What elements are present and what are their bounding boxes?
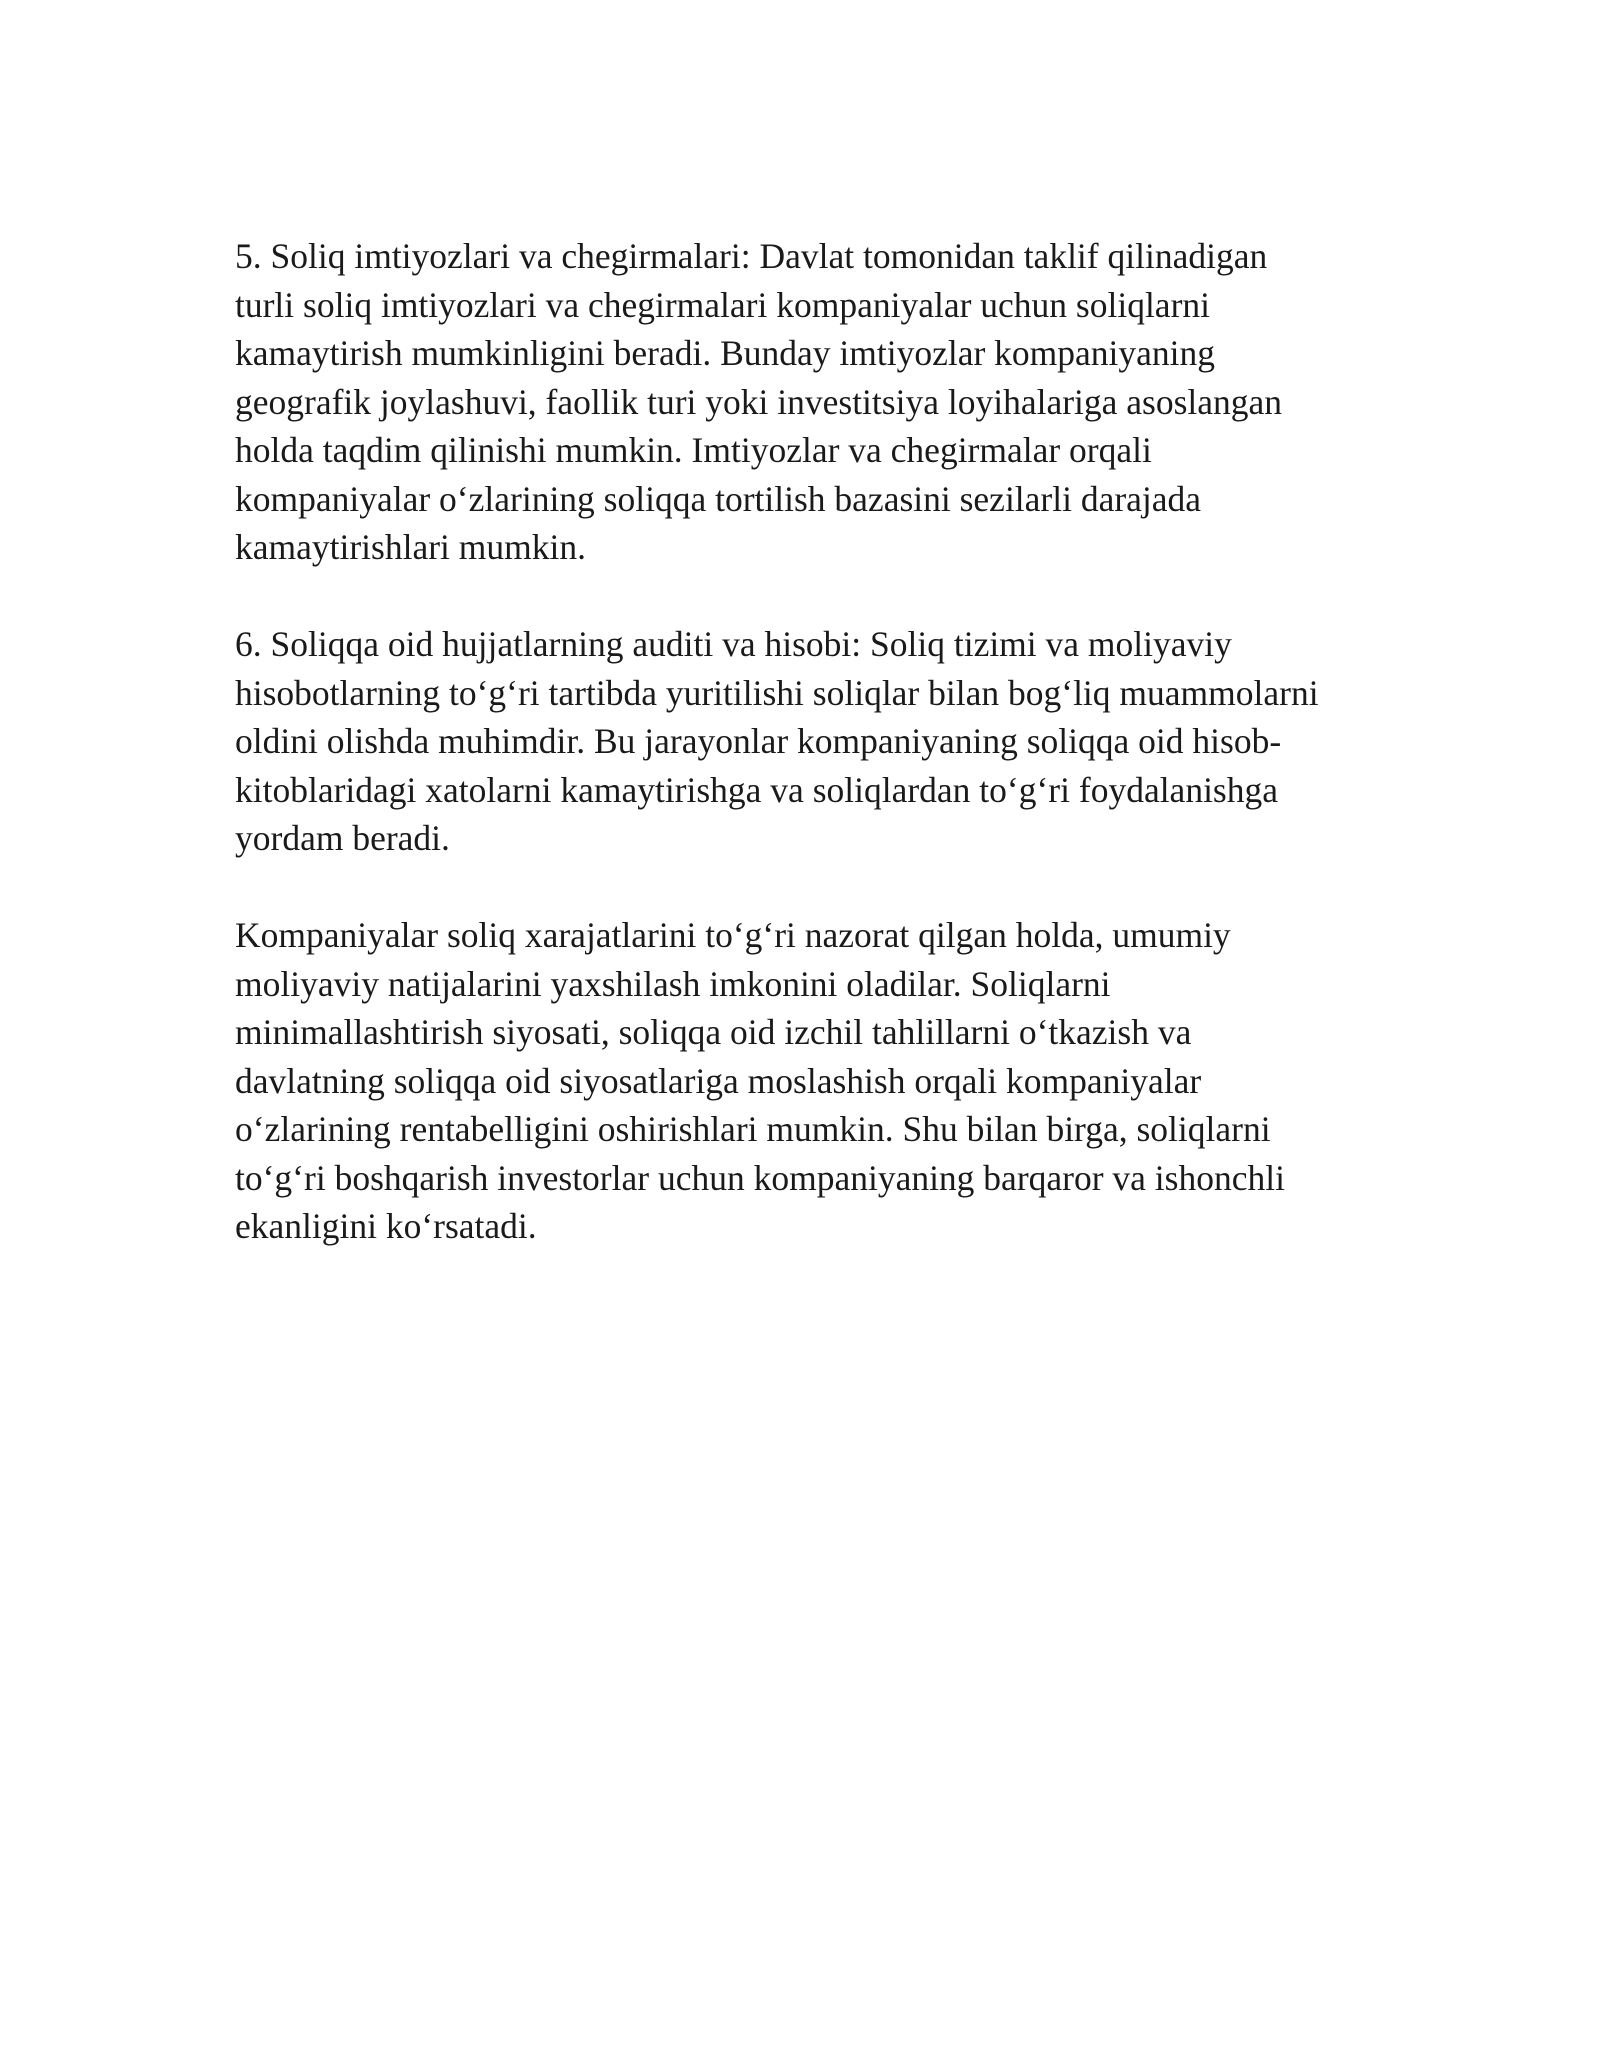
text-line: kompaniyalar o‘zlarining soliqqa tortilish bazasini sezilarli darajada [235, 478, 1202, 519]
text-line: geografik joylashuvi, faollik turi yoki investitsiya loyihalariga asoslangan [235, 381, 1283, 422]
text-line: kamaytirishlari mumkin. [235, 527, 586, 567]
text-line: kitoblaridagi xatolarni kamaytirishga va soliqlardan to‘g‘ri foydalanishga [235, 769, 1279, 810]
text-line: 5. Soliq imtiyozlari va chegirmalari: Davlat tomonidan taklif qilinadigan [235, 236, 1268, 276]
text-line: to‘g‘ri boshqarish investorlar uchun kompaniyaning barqaror va ishonchli [235, 1157, 1285, 1198]
text-line: minimallashtirish siyosati, soliqqa oid izchil tahlillarni o‘tkazish va [235, 1012, 1192, 1052]
text-line: moliyaviy natijalarini yaxshilash imkonini oladilar. Soliqlarni [235, 963, 1111, 1004]
text-line: ekanligini ko‘rsatadi. [235, 1206, 537, 1246]
text-line: davlatning soliqqa oid siyosatlariga moslashish orqali kompaniyalar [235, 1060, 1202, 1101]
paragraph-tax-audit [235, 620, 1370, 863]
text-line: o‘zlarining rentabelligini oshirishlari mumkin. Shu bilan birga, soliqlarni [235, 1109, 1271, 1149]
text-line: yordam beradi. [235, 818, 450, 858]
text-line: oldini olishda muhimdir. Bu jarayonlar kompaniyaning soliqqa oid hisob- [235, 721, 1282, 761]
paragraph-tax-incentives [235, 232, 1370, 572]
text-line: Kompaniyalar soliq xarajatlarini to‘g‘ri nazorat qilgan holda, umumiy [235, 915, 1231, 955]
text-line: turli soliq imtiyozlari va chegirmalari kompaniyalar uchun soliqlarni [235, 284, 1211, 325]
text-line: 6. Soliqqa oid hujjatlarning auditi va hisobi: Soliq tizimi va moliyaviy [235, 624, 1232, 664]
document-body [235, 232, 1370, 1299]
text-line: kamaytirish mumkinligini beradi. Bunday imtiyozlar kompaniyaning [235, 333, 1216, 373]
paragraph-conclusion [235, 911, 1370, 1251]
text-line: holda taqdim qilinishi mumkin. Imtiyozlar va chegirmalar orqali [235, 430, 1152, 470]
text-line: hisobotlarning to‘g‘ri tartibda yuritilishi soliqlar bilan bog‘liq muammolarni [235, 672, 1319, 713]
